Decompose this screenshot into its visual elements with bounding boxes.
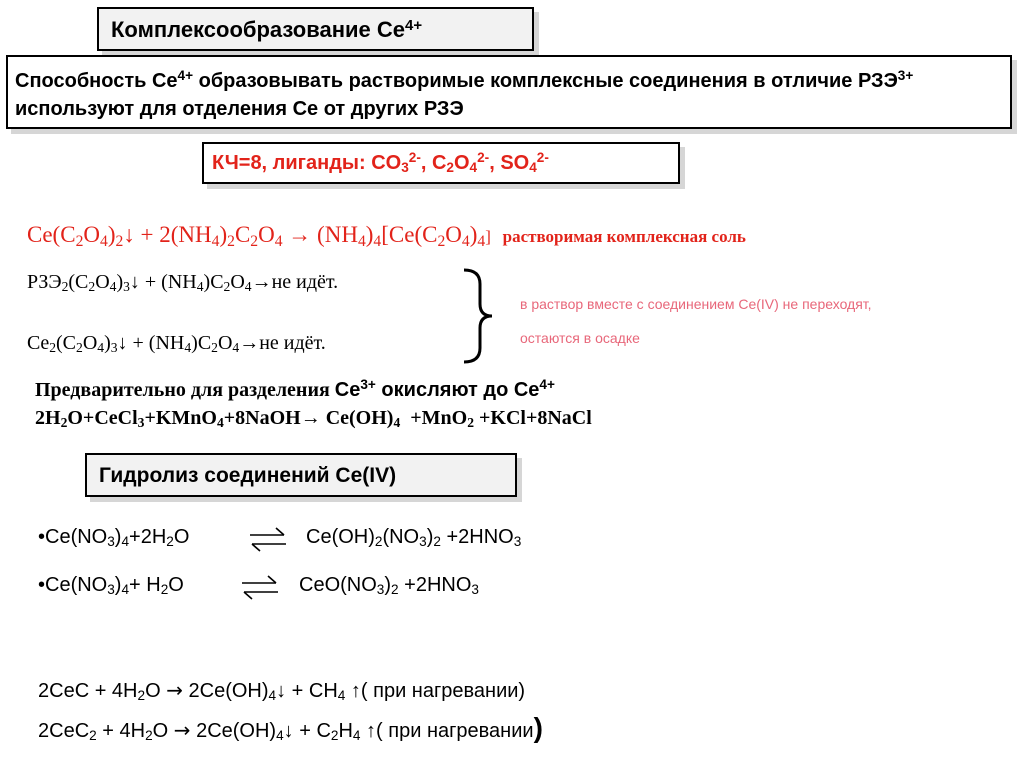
bracket-note: в раствор вместе с соединением Се(IV) не переходят, остаются в осадке bbox=[520, 296, 872, 346]
equilibrium-arrows-icon bbox=[240, 573, 280, 601]
soluble-salt-note: растворимая комплексная соль bbox=[502, 227, 746, 246]
hydrolysis-reaction-2-products: $CeO(NO_3)_2 +2HNO_3$ bbox=[299, 574, 479, 598]
preliminary-text: Предварительно для разделения $Се^{3+}$ окисляют до $Се^{4+}$ bbox=[35, 377, 555, 401]
reaction-kmno4: $2H_2O+CeCl_3+KMnO_4+8NaOH\to Ce(OH)_4 +MnO_2$ +KCl+8NaCl bbox=[35, 407, 592, 431]
carbide-reaction-1: $2CeC + 4H_2O$ → $2Ce(OH)_4↓ + CH_4$ ↑( при нагревании) bbox=[38, 678, 526, 704]
reaction-oxalate: $Ce(C_2O_4)_2↓ + 2(NH_4)_2C_2O_4 \to (NH_4)_4[Ce(C_2O_4)_4]$ растворимая комплексная соль bbox=[27, 222, 746, 250]
intro-text: Способность $Се^{4+}$ образовывать растворимые комплексные соединения в отличие $РЗЭ^{3+}$ используют для отделения Се от других РЗЭ bbox=[15, 68, 914, 120]
hydrolysis-title: Гидролиз соединений Се(IV) bbox=[99, 464, 397, 487]
hydrolysis-reaction-1-products: $Ce(OH)_2(NO_3)_2 +2HNO_3$ bbox=[306, 526, 522, 550]
curly-brace-icon bbox=[458, 266, 498, 366]
hydrolysis-reaction-1: $•Ce(NO_3)_4+2H_2O$ bbox=[38, 526, 190, 550]
intro-box bbox=[6, 55, 1012, 129]
title-box bbox=[97, 7, 534, 51]
reaction-ce3: $Ce_2(C_2O_4)_3↓ + (NH_4)C_2O_4\to не$ идёт. bbox=[27, 332, 326, 356]
hydrolysis-title-box bbox=[85, 453, 517, 497]
reaction-ree: $РЗЭ_2(C_2O_4)_3↓ + (NH_4)C_2O_4\to не$ идёт. bbox=[27, 271, 339, 295]
page-title: Комплексообразование $Се^{4+}$ bbox=[111, 16, 423, 42]
coordination-text: КЧ=8, лиганды: $CO_3^{2-}$, $C_2O_4^{2-}$, $SO_4^{2-}$ bbox=[212, 150, 549, 176]
hydrolysis-reaction-2: $•Ce(NO_3)_4+ H_2O$ bbox=[38, 574, 184, 598]
coordination-box bbox=[202, 142, 680, 184]
equilibrium-arrows-icon bbox=[248, 525, 288, 553]
carbide-reaction-2: $2CeC_2 + 4H_2O$ → $2Ce(OH)_4↓ + C_2H_4$ ↑( при нагревании) bbox=[38, 712, 543, 744]
